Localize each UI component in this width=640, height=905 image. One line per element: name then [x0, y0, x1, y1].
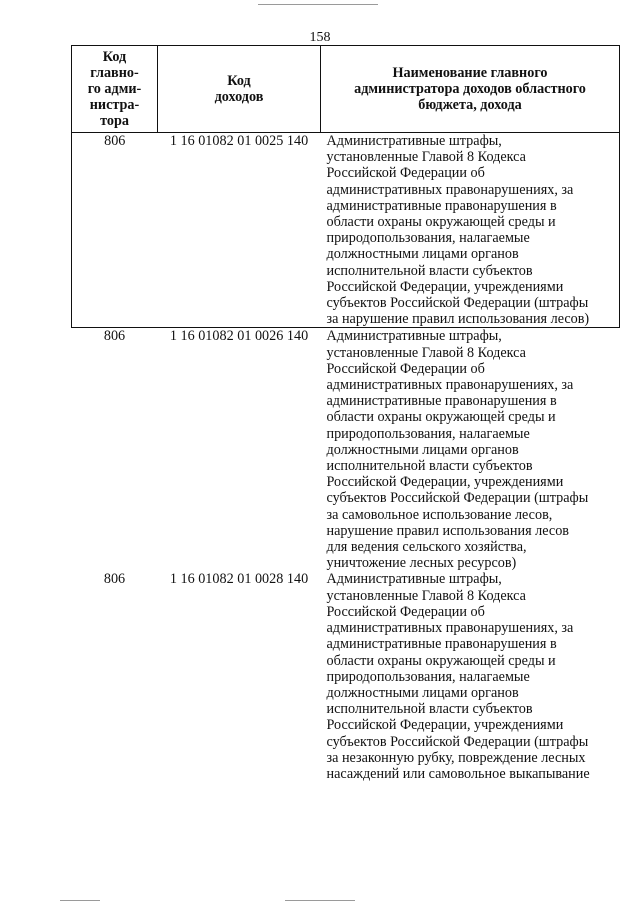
name-line: Российской Федерации об	[326, 360, 485, 377]
name-line: Российской Федерации об	[326, 165, 485, 182]
name-line: административные правонарушения в	[326, 197, 557, 214]
income-code-cell: 1 16 01082 01 0026 140	[169, 328, 309, 345]
name-line: насаждений или самовольное выкапывание	[326, 765, 590, 782]
header-name	[321, 46, 620, 133]
name-line: субъектов Российской Федерации (штрафы	[326, 490, 589, 507]
name-line: исполнительной власти субъектов	[326, 458, 533, 475]
name-line: области охраны окружающей среды и	[326, 409, 556, 426]
name-line: исполнительной власти субъектов	[326, 701, 533, 718]
name-line: области охраны окружающей среды и	[326, 652, 556, 669]
header-line: тора	[100, 113, 129, 129]
admin-code-cell: 806	[103, 571, 126, 588]
name-line: субъектов Российской Федерации (штрафы	[326, 295, 589, 312]
header-line: Наименование главного	[392, 65, 548, 81]
name-line: установленные Главой 8 Кодекса	[326, 587, 526, 604]
name-line: Российской Федерации, учреждениями	[326, 474, 564, 491]
header-line: доходов	[214, 89, 264, 105]
header-income-code	[158, 46, 321, 133]
name-line: нарушение правил использования лесов	[326, 522, 569, 539]
name-line: области охраны окружающей среды и	[326, 214, 556, 231]
header-line: Код	[102, 49, 127, 65]
name-line: административные правонарушения в	[326, 393, 557, 410]
name-line: Административные штрафы,	[326, 571, 502, 588]
income-code-cell: 1 16 01082 01 0028 140	[169, 571, 309, 588]
income-code-cell: 1 16 01082 01 0025 140	[158, 133, 321, 328]
name-line: Российской Федерации об	[326, 603, 485, 620]
header-line: Код	[227, 73, 251, 89]
name-line: субъектов Российской Федерации (штрафы	[326, 733, 589, 750]
name-line: природопользования, налагаемые	[326, 425, 530, 442]
name-line: установленные Главой 8 Кодекса	[326, 149, 526, 166]
name-line: природопользования, налагаемые	[326, 230, 530, 247]
name-line: для ведения сельского хозяйства,	[326, 539, 527, 556]
admin-code-cell: 806	[103, 328, 126, 345]
name-line: должностными лицами органов	[326, 684, 519, 701]
scan-artifact	[258, 4, 378, 5]
table-row	[72, 328, 620, 572]
name-line: Административные штрафы,	[326, 133, 502, 149]
name-line: за самовольное использование лесов,	[326, 506, 553, 523]
header-line: главно-	[90, 65, 139, 81]
name-line: административных правонарушениях, за	[326, 181, 574, 198]
name-line: Российской Федерации, учреждениями	[326, 278, 564, 295]
scan-artifact	[285, 900, 355, 901]
header-line: бюджета, дохода	[418, 97, 522, 113]
name-line: за незаконную рубку, повреждение лесных	[326, 749, 586, 766]
name-line: за нарушение правил использования лесов)	[326, 311, 590, 328]
name-line: уничтожение лесных ресурсов)	[326, 555, 517, 572]
header-line: администратора доходов областного	[354, 81, 586, 97]
page-number: 158	[309, 30, 331, 45]
name-line: исполнительной власти субъектов	[326, 262, 533, 279]
name-line: административных правонарушениях, за	[326, 377, 574, 394]
income-name-cell	[321, 571, 620, 782]
name-line: природопользования, налагаемые	[326, 668, 530, 685]
revenue-table	[71, 45, 620, 782]
income-name-cell	[321, 133, 620, 328]
name-line: установленные Главой 8 Кодекса	[326, 344, 526, 361]
name-line: Российской Федерации, учреждениями	[326, 717, 564, 734]
name-line: Административные штрафы,	[326, 328, 502, 345]
header-admin-code	[72, 46, 158, 133]
name-line: административных правонарушениях, за	[326, 620, 574, 637]
header-line: го адми-	[87, 81, 142, 97]
header-line: нистра-	[89, 97, 140, 113]
name-line: административные правонарушения в	[326, 636, 557, 653]
admin-code-cell: 806	[72, 133, 158, 328]
scan-artifact	[60, 900, 100, 901]
name-line: должностными лицами органов	[326, 441, 519, 458]
income-name-cell	[321, 328, 620, 572]
table-row	[72, 571, 620, 782]
table-header-row	[72, 46, 620, 133]
name-line: должностными лицами органов	[326, 246, 519, 263]
table-row	[72, 133, 620, 328]
